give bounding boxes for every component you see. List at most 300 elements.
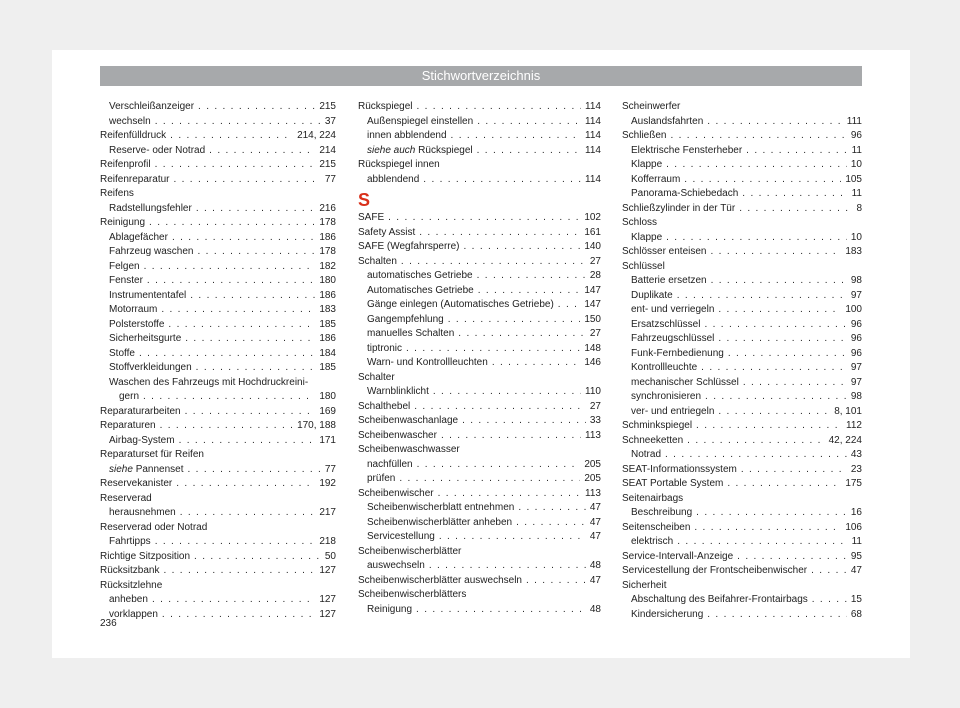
index-entry-page[interactable]: 185: [319, 362, 336, 373]
index-entry-leader: [696, 506, 847, 521]
index-entry-leader: [406, 342, 580, 357]
index-entry-label: Seitenairbags: [622, 492, 684, 504]
index-entry-page[interactable]: 113: [585, 487, 601, 499]
index-entry: [358, 588, 601, 603]
index-entry-leader: [417, 458, 581, 473]
index-entry-page[interactable]: 8, 101: [834, 405, 862, 417]
index-entry-label: Außenspiegel einstellen: [367, 115, 474, 127]
index-entry-page[interactable]: 184: [319, 347, 336, 359]
index-entry: [100, 260, 336, 275]
index-entry: [100, 564, 336, 579]
index-entry-page[interactable]: 114: [585, 101, 601, 112]
index-entry-label: Abschaltung des Beifahrer-Frontairbags: [631, 594, 808, 605]
index-entry-leader: [746, 144, 847, 159]
index-entry-leader: [180, 506, 316, 521]
index-entry-label: [109, 463, 184, 478]
index-entry: [622, 405, 862, 420]
index-entry-page[interactable]: 96: [850, 318, 862, 330]
index-entry-label: auswechseln: [367, 560, 425, 571]
index-entry: [358, 298, 601, 313]
index-entry: [358, 158, 601, 173]
index-entry-leader: [458, 327, 586, 342]
index-entry-page[interactable]: 48: [589, 560, 601, 571]
index-entry-page[interactable]: 23: [850, 463, 862, 475]
index-entry-label: Panorama-Schiebedach: [631, 188, 739, 199]
index-entry-page[interactable]: 214: [319, 144, 336, 156]
index-entry: [358, 429, 601, 444]
index-entry-leader: [173, 173, 320, 188]
index-entry-page[interactable]: 68: [850, 608, 862, 620]
index-entry-leader: [811, 564, 847, 579]
index-entry-leader: [711, 245, 842, 260]
index-entry-leader: [694, 521, 841, 536]
index-entry: [622, 129, 862, 144]
index-entry: [100, 376, 336, 391]
index-entry-label: Ersatzschlüssel: [631, 318, 701, 330]
index-entry-page[interactable]: 111: [846, 115, 862, 127]
index-entry: [358, 603, 601, 618]
index-entry: [358, 284, 601, 299]
index-entry-leader: [737, 550, 847, 565]
index-entry: [358, 211, 601, 226]
index-entry: [100, 535, 336, 550]
index-entry-leader: [209, 144, 315, 159]
index-entry-label: Klappe: [631, 159, 663, 170]
index-entry-label: innen abblendend: [367, 130, 447, 141]
index-entry: [358, 487, 601, 502]
index-entry-label: herausnehmen: [109, 507, 176, 518]
index-entry-page[interactable]: 170, 188: [297, 420, 336, 431]
index-entry-page[interactable]: 8: [856, 202, 862, 214]
index-entry-label: Instrumententafel: [109, 289, 187, 301]
index-entry-page[interactable]: 150: [584, 313, 601, 325]
index-entry-leader: [147, 274, 315, 289]
index-entry-page[interactable]: 180: [319, 275, 336, 286]
index-entry-page[interactable]: 47: [850, 565, 862, 576]
index-entry: [622, 318, 862, 333]
index-entry-leader: [196, 361, 316, 376]
index-entry-label: Kontrollleuchte: [631, 362, 698, 373]
index-entry-label: Service-Intervall-Anzeige: [622, 550, 734, 562]
index-entry-label: ver- und entriegeln: [631, 405, 715, 417]
index-entry-leader: [441, 429, 581, 444]
index-entry-page[interactable]: 15: [850, 594, 862, 605]
index-entry-label: Seitenscheiben: [622, 521, 691, 533]
index-entry-label: Scheibenwischer: [358, 487, 434, 499]
index-entry-label: SEAT-Informationssystem: [622, 463, 737, 475]
index-entry-label: Sicherheitsgurte: [109, 333, 182, 344]
index-entry-page[interactable]: 27: [589, 400, 601, 412]
index-entry-label: Beschreibung: [631, 507, 693, 518]
index-entry-page[interactable]: 218: [319, 536, 336, 547]
index-entry-page[interactable]: 146: [584, 357, 601, 368]
index-entry-page[interactable]: 77: [324, 463, 336, 475]
index-entry: [358, 385, 601, 400]
index-entry-page[interactable]: 114: [585, 173, 601, 185]
index-entry-label: Reserverad oder Notrad: [100, 521, 208, 533]
index-entry-label: Reparaturarbeiten: [100, 405, 181, 417]
index-entry: [100, 434, 336, 449]
index-entry-page[interactable]: 16: [850, 507, 862, 518]
index-entry-page[interactable]: 97: [850, 362, 862, 373]
index-entry: [100, 216, 336, 231]
index-entry: [100, 492, 336, 507]
index-entry-leader: [155, 158, 316, 173]
index-entry-label: Duplikate: [631, 289, 673, 301]
index-entry: [100, 550, 336, 565]
index-entry-page[interactable]: 148: [584, 342, 601, 354]
index-entry-label: Servicestellung der Frontscheibenwischer: [622, 565, 808, 576]
index-entry-leader: [198, 245, 316, 260]
index-entry-leader: [188, 463, 321, 478]
index-entry: [100, 274, 336, 289]
index-entry: [100, 129, 336, 144]
index-entry-page[interactable]: 178: [319, 217, 336, 228]
index-entry: [100, 115, 336, 130]
index-entry: [622, 477, 862, 492]
index-entry-label: Schalten: [358, 255, 397, 267]
index-entry: [100, 318, 336, 333]
index-entry-leader: [176, 477, 315, 492]
index-entry-label: elektrisch: [631, 536, 674, 547]
index-entry-leader: [743, 376, 847, 391]
index-entry: [100, 289, 336, 304]
index-entry-page[interactable]: 47: [589, 574, 601, 586]
index-entry-leader: [185, 405, 316, 420]
index-entry-leader: [558, 298, 581, 313]
index-entry: [622, 100, 862, 115]
index-entry-leader: [666, 158, 847, 173]
index-entry-page[interactable]: 186: [319, 333, 336, 344]
index-entry-label: Fahrzeugschlüssel: [631, 333, 715, 344]
index-entry: [100, 202, 336, 217]
index-entry-leader: [477, 115, 581, 130]
index-entry-see-prefix: siehe: [109, 463, 133, 475]
index-entry-page[interactable]: 175: [845, 478, 862, 489]
index-entry-leader: [190, 289, 315, 304]
index-entry: [100, 332, 336, 347]
index-entry-page[interactable]: 33: [589, 415, 601, 426]
index-entry: [622, 608, 862, 623]
index-entry: [358, 313, 601, 328]
index-entry-leader: [704, 318, 846, 333]
index-entry-page[interactable]: 205: [584, 458, 601, 470]
index-entry: [358, 240, 601, 255]
index-entry-leader: [388, 211, 580, 226]
index-entry-label: Notrad: [631, 449, 662, 460]
index-entry-leader: [742, 187, 847, 202]
index-entry-label-text: Pannenset: [135, 463, 184, 475]
index-entry-label: Stoffverkleidungen: [109, 362, 192, 373]
index-entry-label: Reserverad: [100, 492, 152, 504]
index-entry: [622, 376, 862, 391]
index-entry: [100, 579, 336, 594]
index-entry-label: Radstellungsfehler: [109, 202, 192, 214]
index-entry-page[interactable]: 114: [585, 144, 601, 156]
index-entry: [100, 173, 336, 188]
index-entry-label: Scheibenwaschwasser: [358, 444, 460, 455]
index-entry: [358, 516, 601, 531]
index-entry-leader: [670, 129, 846, 144]
index-entry-label: Reparaturset für Reifen: [100, 449, 204, 460]
index-entry-page[interactable]: 113: [585, 429, 601, 441]
index-entry-page[interactable]: 97: [850, 289, 862, 301]
index-entry-leader: [477, 144, 581, 159]
index-entry-page[interactable]: 127: [319, 565, 336, 576]
index-entry: [100, 477, 336, 492]
index-entry-label: Reifenprofil: [100, 159, 151, 170]
index-entry-page[interactable]: 114: [585, 115, 601, 127]
index-entry: [100, 405, 336, 420]
index-entry-label: Airbag-System: [109, 434, 175, 446]
index-entry-label: Richtige Sitzposition: [100, 550, 191, 562]
index-entry: [622, 550, 862, 565]
index-entry-label: manuelles Schalten: [367, 328, 455, 339]
index-entry: [100, 144, 336, 159]
index-entry-page[interactable]: 27: [589, 255, 601, 267]
index-entry-label: gern: [119, 391, 140, 402]
index-entry-page[interactable]: 214, 224: [297, 130, 336, 141]
index-entry-leader: [478, 284, 581, 299]
index-entry: [358, 226, 601, 241]
index-entry: [358, 559, 601, 574]
index-entry-page[interactable]: 192: [319, 478, 336, 489]
index-entry-label: Reifens: [100, 188, 134, 199]
index-entry: [622, 361, 862, 376]
index-entry-page[interactable]: 10: [850, 159, 862, 170]
index-entry-leader: [198, 100, 315, 115]
index-entry-label: Verschleißanzeiger: [109, 101, 195, 112]
index-entry-label: Schließen: [622, 130, 667, 141]
index-entry-label: Batterie ersetzen: [631, 275, 707, 286]
index-entry-leader: [677, 535, 847, 550]
index-entry-label: Rücksitzlehne: [100, 579, 163, 591]
index-entry-page[interactable]: 147: [584, 299, 601, 310]
index-entry-label: Waschen des Fahrzeugs mit Hochdruckreini-: [109, 376, 309, 388]
index-entry: [100, 521, 336, 536]
index-entry-page[interactable]: 50: [324, 550, 336, 562]
index-entry-leader: [423, 173, 581, 188]
index-entry-label: automatisches Getriebe: [367, 270, 473, 281]
index-entry: [100, 347, 336, 362]
index-entry: [622, 434, 862, 449]
index-entry-label: Rücksitzbank: [100, 565, 160, 576]
index-entry-label: Funk-Fernbedienung: [631, 347, 724, 359]
index-entry-label: Schminkspiegel: [622, 420, 693, 431]
index-entry-leader: [718, 332, 847, 347]
index-entry: [358, 443, 601, 458]
index-entry-page[interactable]: 47: [589, 531, 601, 542]
index-entry-leader: [163, 564, 315, 579]
index-entry: [622, 115, 862, 130]
index-entry-label: Gänge einlegen (Automatisches Getriebe): [367, 299, 554, 310]
index-entry-leader: [516, 516, 586, 531]
index-entry-page[interactable]: 96: [850, 130, 862, 141]
index-entry-label: Ablagefächer: [109, 231, 168, 243]
index-entry-page[interactable]: 28: [589, 270, 601, 281]
index-entry-leader: [185, 332, 315, 347]
index-entry-label-text: Rückspiegel: [418, 144, 473, 156]
index-entry-leader: [696, 419, 842, 434]
index-entry: [100, 448, 336, 463]
index-entry-label: SEAT Portable System: [622, 478, 724, 489]
index-entry-leader: [416, 100, 581, 115]
index-entry-page[interactable]: 10: [850, 231, 862, 243]
index-entry: [622, 231, 862, 246]
index-entry-page[interactable]: 127: [319, 608, 336, 620]
index-entry-label: Fahrzeug waschen: [109, 246, 194, 257]
index-entry-page[interactable]: 47: [589, 516, 601, 528]
index-entry-page[interactable]: 114: [585, 130, 601, 141]
index-entry-label: Klappe: [631, 231, 663, 243]
index-entry-label: Safety Assist: [358, 226, 416, 238]
index-entry-page[interactable]: 98: [850, 275, 862, 286]
index-entry: [358, 400, 601, 415]
index-entry-page[interactable]: 205: [584, 473, 601, 484]
index-entry-label: Stoffe: [109, 347, 135, 359]
index-entry-label: synchronisieren: [631, 391, 702, 402]
index-entry-leader: [416, 603, 586, 618]
index-entry-page[interactable]: 37: [324, 115, 336, 127]
index-entry-leader: [711, 274, 847, 289]
index-entry-label: tiptronic: [367, 342, 403, 354]
index-entry-page[interactable]: 11: [851, 536, 862, 547]
index-entry: [622, 158, 862, 173]
index-entry-page[interactable]: 140: [584, 241, 601, 252]
index-entry-page[interactable]: 27: [589, 328, 601, 339]
index-entry-page[interactable]: 95: [850, 550, 862, 562]
index-entry-page[interactable]: 161: [584, 226, 601, 238]
index-entry-leader: [707, 115, 843, 130]
index-entry-page[interactable]: 180: [319, 391, 336, 402]
index-entry-leader: [155, 115, 321, 130]
index-entry-page[interactable]: 100: [845, 304, 862, 315]
index-entry: [622, 289, 862, 304]
index-entry-page[interactable]: 43: [850, 449, 862, 460]
index-entry-label: Kindersicherung: [631, 608, 704, 620]
index-entry-page[interactable]: 127: [319, 594, 336, 605]
index-entry-leader: [429, 559, 586, 574]
index-entry: [100, 361, 336, 376]
index-entry: [622, 521, 862, 536]
index-entry-page[interactable]: 147: [584, 284, 601, 296]
index-entry: [622, 187, 862, 202]
index-entry-page[interactable]: 169: [319, 405, 336, 417]
index-entry-label: Motorraum: [109, 304, 158, 315]
index-entry: [100, 100, 336, 115]
index-entry: [622, 303, 862, 318]
index-entry-label: Reinigung: [100, 217, 146, 228]
index-entry-leader: [518, 501, 586, 516]
index-entry-page[interactable]: 110: [585, 386, 601, 397]
index-entry-label: Schneeketten: [622, 434, 684, 446]
index-entry-label: Elektrische Fensterheber: [631, 144, 743, 156]
index-entry-leader: [144, 260, 316, 275]
index-entry-label: wechseln: [109, 115, 151, 127]
index-entry: [100, 158, 336, 173]
index-entry-page[interactable]: 11: [851, 188, 862, 199]
index-entry-leader: [152, 593, 315, 608]
index-entry: [100, 390, 336, 405]
index-entry-label: Reserve- oder Notrad: [109, 144, 206, 156]
index-entry-page[interactable]: 98: [850, 391, 862, 402]
index-entry-page[interactable]: 42, 224: [828, 434, 862, 446]
index-entry-page[interactable]: 185: [319, 318, 336, 330]
index-entry-label: Schalter: [358, 371, 395, 383]
index-entry-page[interactable]: 96: [850, 333, 862, 344]
index-entry-label: Rückspiegel innen: [358, 159, 440, 170]
index-entry-page[interactable]: 171: [319, 434, 336, 446]
index-entry-label: SAFE: [358, 212, 385, 223]
index-entry-page[interactable]: 11: [851, 144, 862, 156]
index-entry: [100, 303, 336, 318]
page-header-title: Stichwortverzeichnis: [100, 66, 862, 86]
index-entry: [622, 274, 862, 289]
index-entry-page[interactable]: 215: [319, 159, 336, 170]
index-entry-page[interactable]: 183: [845, 246, 862, 257]
index-entry: [358, 472, 601, 487]
index-entry: [100, 231, 336, 246]
index-entry-leader: [172, 231, 315, 246]
index-entry-page[interactable]: 182: [319, 260, 336, 272]
index-entry-label: Scheibenwischerblätter anheben: [367, 516, 513, 528]
index-entry-leader: [162, 608, 315, 623]
index-entry: [100, 608, 336, 623]
index-entry-label: Schalthebel: [358, 400, 411, 412]
index-entry-page[interactable]: 97: [850, 376, 862, 388]
index-entry: [358, 458, 601, 473]
index-entry-page[interactable]: 102: [584, 212, 601, 223]
index-entry-label: Warnblinklicht: [367, 386, 429, 397]
index-entry-page[interactable]: 186: [319, 231, 336, 243]
index-entry-page[interactable]: 217: [319, 507, 336, 518]
index-entry-leader: [155, 535, 316, 550]
index-entry-page[interactable]: 178: [319, 246, 336, 257]
index-entry-label: Warn- und Kontrollleuchten: [367, 357, 488, 368]
index-entry-page[interactable]: 96: [850, 347, 862, 359]
index-entry-page[interactable]: 105: [845, 173, 862, 185]
index-entry-leader: [666, 231, 847, 246]
index-entry-page[interactable]: 215: [319, 101, 336, 112]
index-entry-page[interactable]: 47: [589, 502, 601, 513]
index-entry-leader: [739, 202, 852, 217]
index-entry-page[interactable]: 183: [319, 304, 336, 315]
index-entry: [358, 545, 601, 560]
index-entry-leader: [687, 434, 824, 449]
index-entry-label: Schloss: [622, 217, 658, 228]
index-entry-label: Reinigung: [367, 603, 413, 615]
index-entry: [622, 448, 862, 463]
index-entry: [622, 463, 862, 478]
index-entry-page[interactable]: 77: [324, 173, 336, 185]
index-entry-page[interactable]: 216: [319, 202, 336, 214]
index-entry-label: Reparaturen: [100, 420, 156, 431]
index-entry-page[interactable]: 112: [846, 420, 862, 431]
index-entry-leader: [448, 313, 581, 328]
index-entry-page[interactable]: 48: [589, 603, 601, 615]
index-entry: [358, 501, 601, 516]
index-entry-label: Rückspiegel: [358, 101, 413, 112]
index-entry-leader: [705, 390, 847, 405]
index-entry: [622, 579, 862, 594]
index-entry-leader: [438, 487, 581, 502]
index-entry: [622, 202, 862, 217]
index-entry-page[interactable]: 106: [845, 521, 862, 533]
index-entry-label: Automatisches Getriebe: [367, 284, 474, 296]
index-column-2: [358, 100, 601, 617]
index-entry-leader: [707, 608, 847, 623]
index-entry-page[interactable]: 186: [319, 289, 336, 301]
